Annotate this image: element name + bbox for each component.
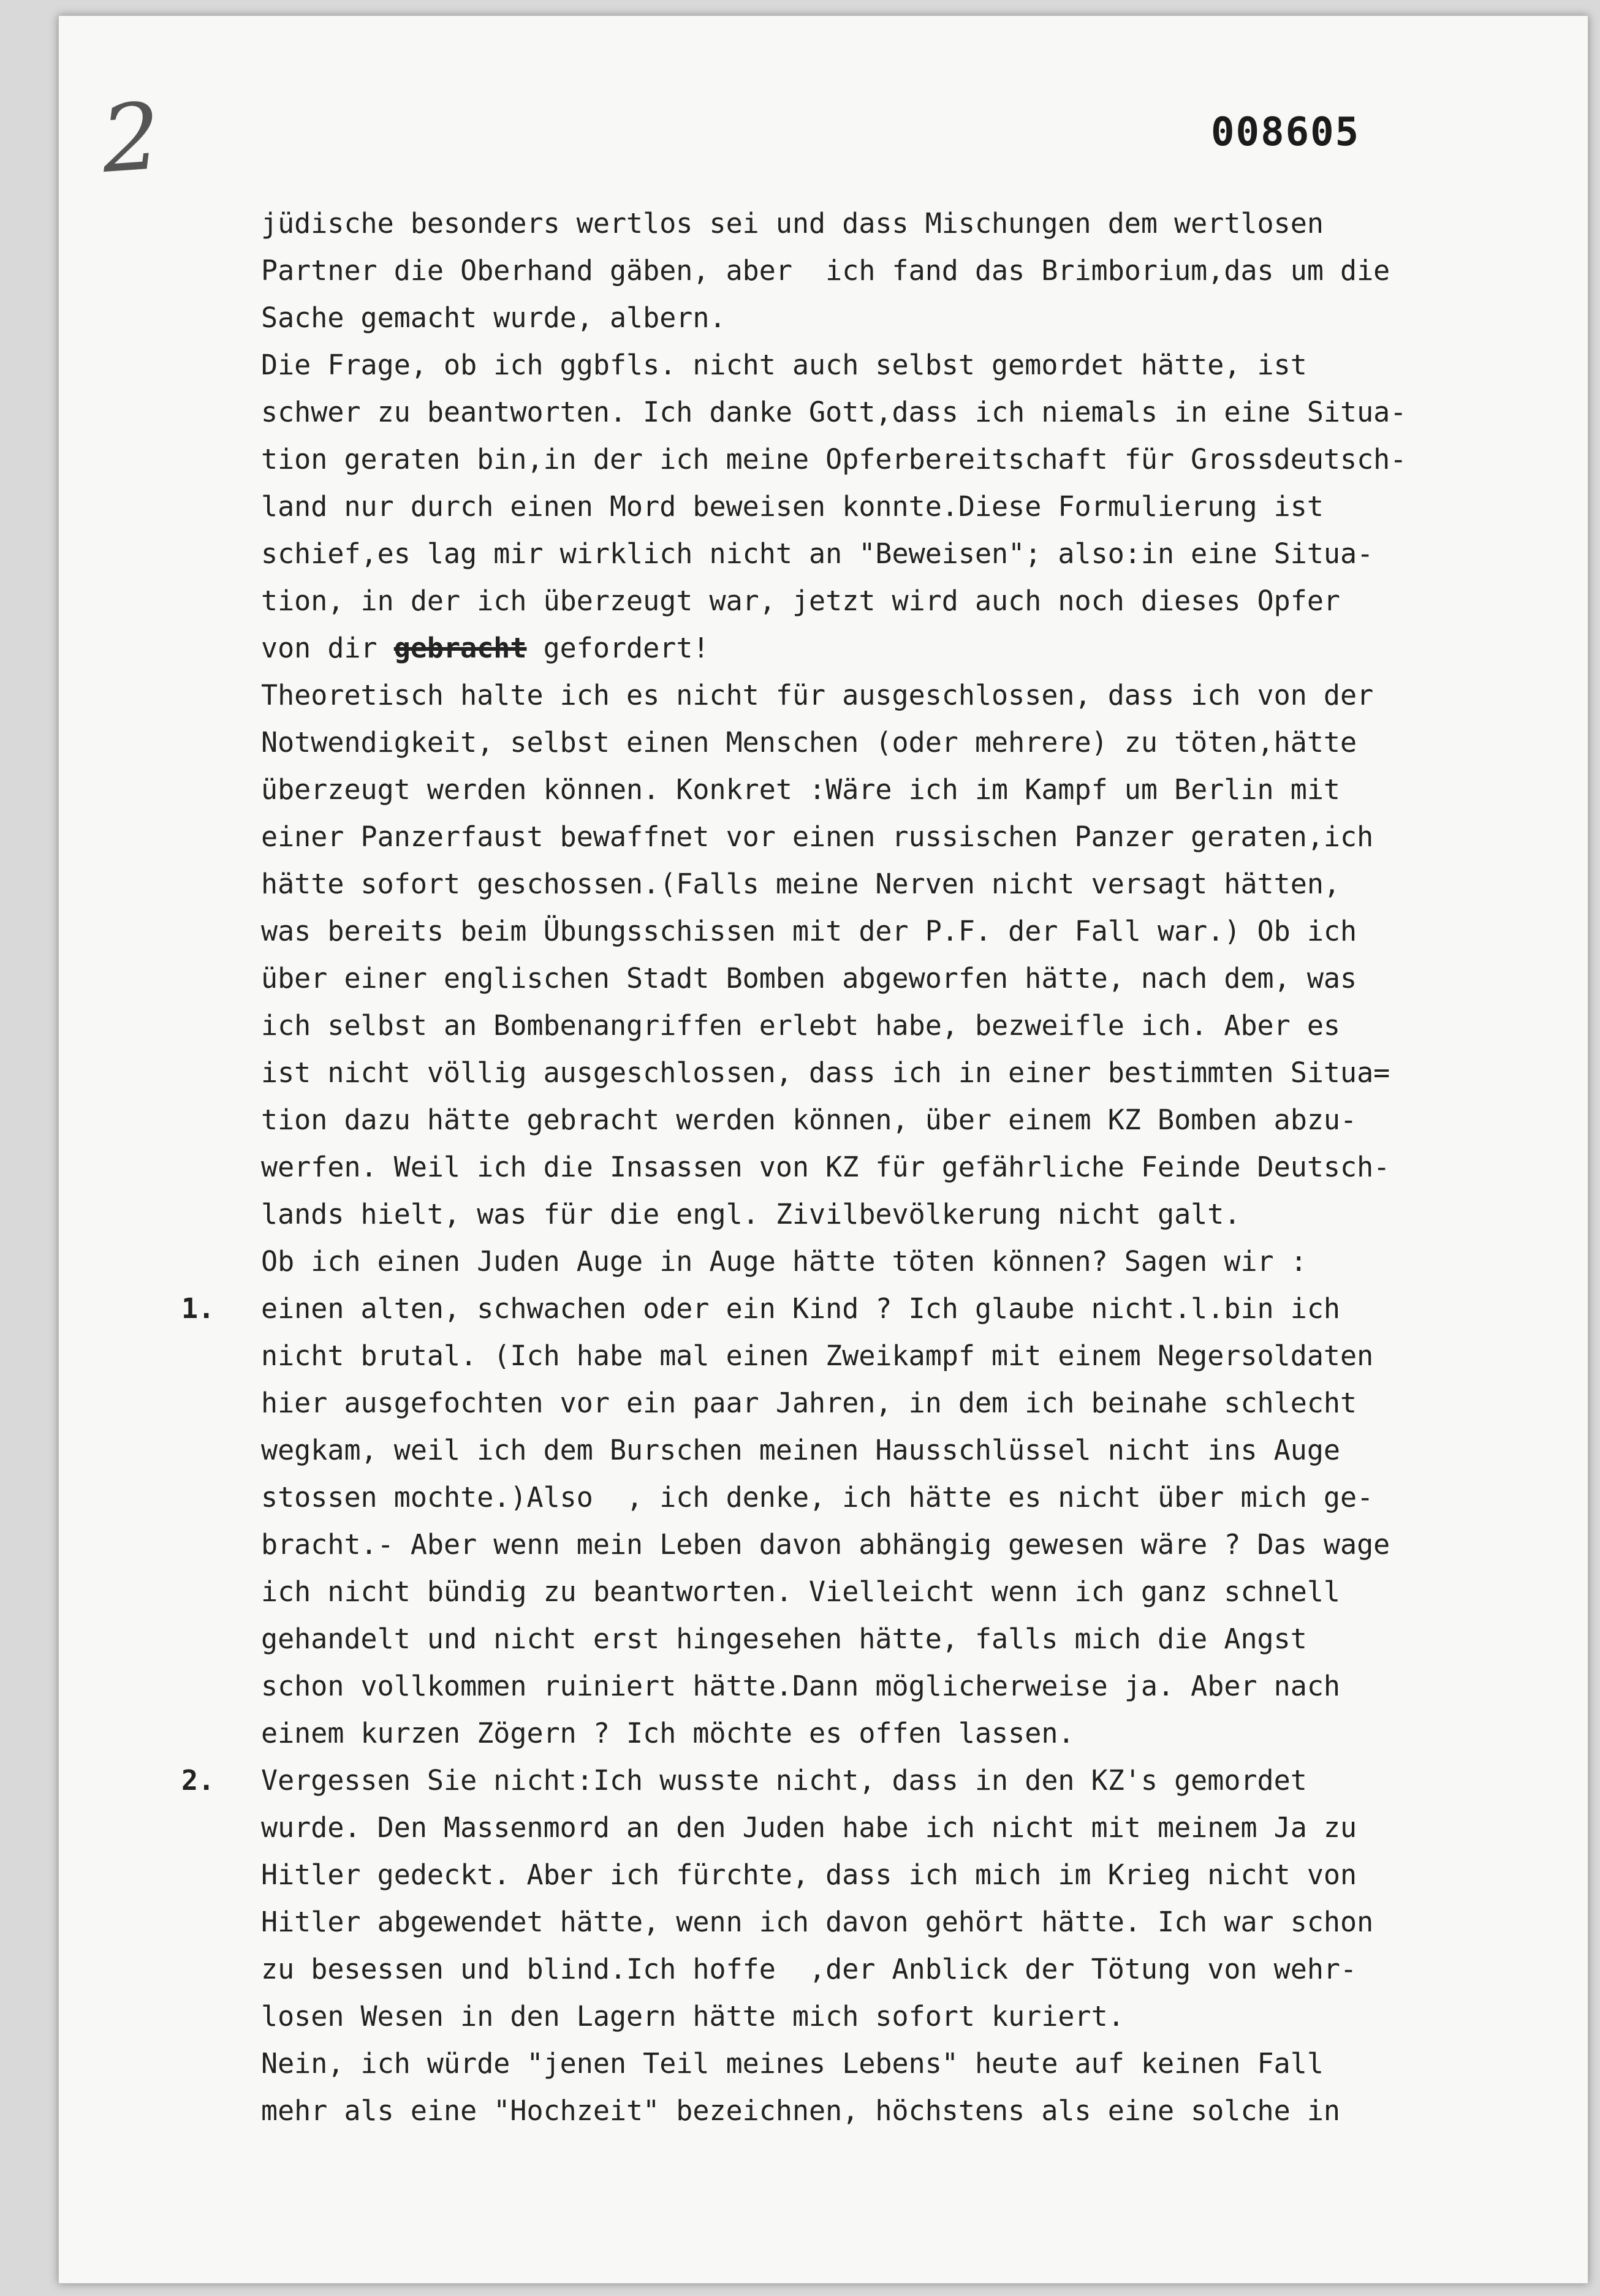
line-text: hätte sofort geschossen.(Falls meine Nerven nicht versagt hätten, (261, 868, 1340, 900)
line-text: nicht brutal. (Ich habe mal einen Zweikampf mit einem Negersoldaten (261, 1339, 1374, 1372)
text-line (261, 577, 1588, 624)
document-number: 008605 (1211, 110, 1360, 155)
text-line (261, 860, 1588, 907)
line-text: hier ausgefochten vor ein paar Jahren, in dem ich beinahe schlecht (261, 1387, 1357, 1419)
text-line (261, 1993, 1588, 2040)
line-text: ich selbst an Bombenangriffen erlebt habe, bezweifle ich. Aber es (261, 1009, 1340, 1042)
line-text: schief,es lag mir wirklich nicht an "Beweisen"; also:in eine Situa- (261, 537, 1374, 570)
line-text: überzeugt werden können. Konkret :Wäre ich im Kampf um Berlin mit (261, 773, 1340, 806)
line-text: Die Frage, ob ich ggbfls. nicht auch selbst gemordet hätte, ist (261, 349, 1307, 381)
text-line (261, 907, 1588, 955)
line-text: Partner die Oberhand gäben, aber ich fand das Brimborium,das um die (261, 254, 1390, 287)
text-line (261, 1851, 1588, 1898)
text-line (261, 1804, 1588, 1851)
line-text: losen Wesen in den Lagern hätte mich sofort kuriert. (261, 2000, 1124, 2033)
text-line (261, 1143, 1588, 1191)
text-line (261, 1096, 1588, 1143)
text-line (181, 1285, 1588, 1332)
struck-out-word: gebracht (393, 632, 527, 664)
text-line (261, 1662, 1588, 1710)
text-line (261, 388, 1588, 436)
line-text: tion dazu hätte gebracht werden können, über einem KZ Bomben abzu- (261, 1104, 1357, 1136)
line-text: Nein, ich würde "jenen Teil meines Lebens" heute auf keinen Fall (261, 2047, 1324, 2080)
text-line (261, 1710, 1588, 1757)
line-text: ist nicht völlig ausgeschlossen, dass ich in einer bestimmten Situa= (261, 1056, 1390, 1089)
line-text: Notwendigkeit, selbst einen Menschen (oder mehrere) zu töten,hätte (261, 726, 1357, 759)
line-text: tion, in der ich überzeugt war, jetzt wird auch noch dieses Opfer (261, 585, 1340, 617)
line-text: jüdische besonders wertlos sei und dass Mischungen dem wertlosen (261, 207, 1324, 240)
text-line (181, 1757, 1588, 1804)
text-line (261, 1898, 1588, 1946)
text-line (261, 294, 1588, 341)
line-text: Theoretisch halte ich es nicht für ausgeschlossen, dass ich von der (261, 679, 1374, 711)
line-text: über einer englischen Stadt Bomben abgeworfen hätte, nach dem, was (261, 962, 1357, 995)
text-line (261, 1568, 1588, 1615)
text-line (261, 624, 1588, 672)
text-line (261, 1474, 1588, 1521)
line-text: ich nicht bündig zu beantworten. Vielleicht wenn ich ganz schnell (261, 1575, 1340, 1608)
text-line (261, 1615, 1588, 1662)
line-text: bracht.- Aber wenn mein Leben davon abhängig gewesen wäre ? Das wage (261, 1528, 1390, 1561)
text-line (261, 1426, 1588, 1474)
text-line (261, 1521, 1588, 1568)
line-text: einer Panzerfaust bewaffnet vor einen russischen Panzer geraten,ich (261, 820, 1374, 853)
line-text: einen alten, schwachen oder ein Kind ? Ich glaube nicht.l.bin ich (261, 1292, 1340, 1325)
typewritten-page (58, 15, 1588, 2284)
line-text: wegkam, weil ich dem Burschen meinen Hausschlüssel nicht ins Auge (261, 1434, 1340, 1466)
line-text: Ob ich einen Juden Auge in Auge hätte töten können? Sagen wir : (261, 1245, 1307, 1278)
paragraph-marker: 2. (181, 1764, 215, 1797)
line-text: was bereits beim Übungsschissen mit der P.F. der Fall war.) Ob ich (261, 915, 1357, 947)
line-text: Hitler gedeckt. Aber ich fürchte, dass ich mich im Krieg nicht von (261, 1858, 1357, 1891)
line-text: Sache gemacht wurde, albern. (261, 301, 726, 334)
text-line (261, 1379, 1588, 1426)
line-text: zu besessen und blind.Ich hoffe ,der Anblick der Tötung von wehr- (261, 1953, 1357, 1985)
handwritten-page-number: 2 (98, 83, 164, 194)
text-line (261, 1332, 1588, 1379)
line-text: wurde. Den Massenmord an den Juden habe ich nicht mit meinem Ja zu (261, 1811, 1357, 1844)
text-line (261, 672, 1588, 719)
text-line (261, 2087, 1588, 2134)
text-line (261, 483, 1588, 530)
text-line (261, 813, 1588, 860)
body-text (181, 200, 1588, 2134)
line-text: mehr als eine "Hochzeit" bezeichnen, höchstens als eine solche in (261, 2094, 1340, 2127)
line-text: tion geraten bin,in der ich meine Opferbereitschaft für Grossdeutsch- (261, 443, 1407, 475)
line-text: Vergessen Sie nicht:Ich wusste nicht, dass in den KZ's gemordet (261, 1764, 1307, 1797)
line-text: lands hielt, was für die engl. Zivilbevölkerung nicht galt. (261, 1198, 1241, 1230)
paragraph-marker: 1. (181, 1292, 215, 1325)
line-text: schon vollkommen ruiniert hätte.Dann möglicherweise ja. Aber nach (261, 1670, 1340, 1702)
line-text: stossen mochte.)Also , ich denke, ich hätte es nicht über mich ge- (261, 1481, 1374, 1514)
line-text: gefordert! (526, 632, 710, 664)
text-line (261, 530, 1588, 577)
line-text: Hitler abgewendet hätte, wenn ich davon gehört hätte. Ich war schon (261, 1906, 1374, 1938)
text-line (261, 1191, 1588, 1238)
text-line (261, 1238, 1588, 1285)
text-line (261, 200, 1588, 247)
text-line (261, 247, 1588, 294)
text-line (261, 1049, 1588, 1096)
text-line (261, 2040, 1588, 2087)
text-line (261, 766, 1588, 813)
text-line (261, 341, 1588, 388)
text-line (261, 436, 1588, 483)
line-text: von dir (261, 632, 394, 664)
line-text: einem kurzen Zögern ? Ich möchte es offen lassen. (261, 1717, 1075, 1749)
line-text: werfen. Weil ich die Insassen von KZ für gefährliche Feinde Deutsch- (261, 1151, 1390, 1183)
text-line (261, 1002, 1588, 1049)
line-text: gehandelt und nicht erst hingesehen hätte, falls mich die Angst (261, 1623, 1307, 1655)
text-line (261, 719, 1588, 766)
line-text: schwer zu beantworten. Ich danke Gott,dass ich niemals in eine Situa- (261, 396, 1407, 428)
line-text: land nur durch einen Mord beweisen konnte.Diese Formulierung ist (261, 490, 1324, 523)
text-line (261, 955, 1588, 1002)
text-line (261, 1946, 1588, 1993)
